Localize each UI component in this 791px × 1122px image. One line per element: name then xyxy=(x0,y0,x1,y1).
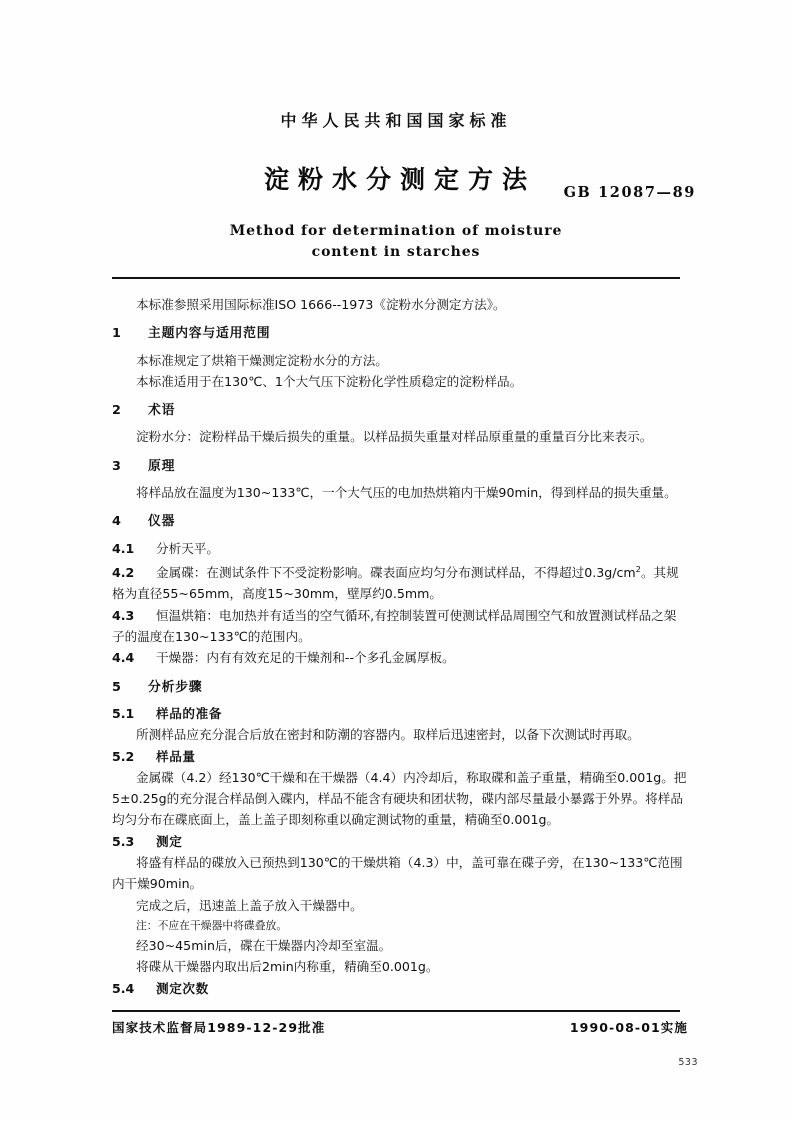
spacer xyxy=(112,503,688,511)
subclause-5-1-heading xyxy=(112,703,688,724)
header-divider xyxy=(112,277,680,279)
subclause-5-2-number: 5.2 xyxy=(112,748,135,764)
subclause-5-2-paragraph-1: 金属碟（4.2）经130℃干燥和在干燥器（4.4）内冷却后，称取碟和盖子重量，精确至0.001g。把5±0.25g的充分混合样品倒入碟内，样品不能含有硬块和团状物，碟内部尽量最小暴露于外界。将样品均匀分布在碟底面上，盖上盖子即刻称重以确定测试物的重量，精确至0.001g。 xyxy=(112,769,687,828)
clause-1-heading xyxy=(112,323,688,344)
spacer xyxy=(112,669,688,677)
subclause-4-2-body-a: 在测试条件下不受淀粉影响。碟表面应均匀分布测试样品，不得超过0.3g/cm xyxy=(206,565,636,581)
clause-2-label: 术语 xyxy=(148,403,176,419)
subclause-4-2-title: 金属碟： xyxy=(156,565,207,581)
clause-1-paragraph-1: 本标准规定了烘箱干燥测定淀粉水分的方法。 xyxy=(136,352,388,368)
standard-code: GB 12087—89 xyxy=(563,184,696,201)
subclause-4-4-title: 干燥器： xyxy=(156,650,207,666)
subclause-5-3-title: 测定 xyxy=(156,833,183,849)
spacer xyxy=(112,448,688,456)
subclause-5-2-title: 样品量 xyxy=(156,748,196,764)
document-body xyxy=(112,294,688,999)
subclause-4-3 xyxy=(112,605,688,648)
subclause-5-3-paragraph-4: 将碟从干燥器内取出后2min内称重，精确至0.001g。 xyxy=(136,959,439,975)
subclause-4-2-superscript: 2 xyxy=(635,563,641,574)
document-title-cn: 淀粉水分测定方法 xyxy=(263,165,536,194)
clause-3-number: 3 xyxy=(112,458,121,474)
subclause-4-3-body: 电加热并有适当的空气循环,有控制装置可使测试样品周围空气和放置测试样品之架子的温度在130~133℃的范围内。 xyxy=(112,607,677,645)
subclause-4-2-body-b: 。其规格为直径55~65mm，高度15~30mm，壁厚约0.5mm。 xyxy=(112,565,679,602)
page-number: 533 xyxy=(678,1057,698,1068)
footer-implementation: 1990-08-01实施 xyxy=(569,1020,688,1035)
subclause-4-1-number: 4.1 xyxy=(112,540,135,556)
clause-4-heading xyxy=(112,511,688,532)
clause-1-number: 1 xyxy=(112,326,121,342)
subclause-4-2 xyxy=(112,559,688,605)
clause-2-paragraph-1: 淀粉水分：淀粉样品干燥后损失的重量。以样品损失重量对样品原重量的重量百分比来表示。 xyxy=(136,429,653,445)
page-footer xyxy=(112,1018,688,1036)
clause-5-label: 分析步骤 xyxy=(148,679,203,695)
subclause-5-3-heading xyxy=(112,831,688,852)
subclause-4-1-text: 分析天平。 xyxy=(156,540,219,556)
subclause-5-3-paragraph-2: 完成之后，迅速盖上盖子放入干燥器中。 xyxy=(136,897,363,913)
subclause-5-1-paragraph-1: 所测样品应充分混合后放在密封和防潮的容器内。取样后迅速密封，以备下次测试时再取。 xyxy=(136,727,640,743)
clause-3-label: 原理 xyxy=(148,458,176,474)
clause-1-label: 主题内容与适用范围 xyxy=(148,326,271,342)
clause-2-number: 2 xyxy=(112,403,121,419)
subclause-5-3-note: 注：不应在干燥器中将碟叠放。 xyxy=(136,918,288,932)
clause-5-heading xyxy=(112,677,688,698)
spacer xyxy=(112,392,688,400)
national-standard-heading: 中华人民共和国国家标准 xyxy=(280,111,512,130)
subclause-4-3-title: 恒温烘箱： xyxy=(156,607,219,623)
clause-5-number: 5 xyxy=(112,679,121,695)
document-title-en xyxy=(112,221,680,263)
footer-divider xyxy=(112,1010,680,1012)
masthead xyxy=(112,108,696,263)
subclause-5-3-paragraph-3: 经30~45min后，碟在干燥器内冷却至室温。 xyxy=(136,937,392,953)
clause-4-number: 4 xyxy=(112,514,121,530)
subclause-4-4 xyxy=(112,647,688,668)
subclause-4-4-number: 4.4 xyxy=(112,650,135,666)
clause-4-label: 仪器 xyxy=(148,514,176,530)
spacer xyxy=(112,315,688,323)
clause-3-paragraph-1: 将样品放在温度为130~133℃，一个大气压的电加热烘箱内干燥90min，得到样品的损失重量。 xyxy=(136,485,677,501)
clause-1-paragraph-2: 本标准适用于在130℃、1个大气压下淀粉化学性质稳定的淀粉样品。 xyxy=(136,373,523,389)
subclause-4-4-body: 内有有效充足的干燥剂和--个多孔金属厚板。 xyxy=(206,650,455,666)
subclause-5-1-title: 样品的准备 xyxy=(156,705,222,721)
subclause-4-3-number: 4.3 xyxy=(112,607,135,623)
clause-2-heading xyxy=(112,400,688,421)
subclause-5-4-number: 5.4 xyxy=(112,980,135,996)
subclause-4-1 xyxy=(112,538,688,559)
document-title-en-line2: content in starches xyxy=(311,244,481,260)
subclause-5-1-number: 5.1 xyxy=(112,705,135,721)
clause-3-heading xyxy=(112,456,688,477)
document-title-en-line1: Method for determination of moisture xyxy=(229,223,563,239)
subclause-4-2-number: 4.2 xyxy=(112,565,135,581)
subclause-5-2-heading xyxy=(112,746,688,767)
subclause-5-4-title: 测定次数 xyxy=(156,980,209,996)
intro-paragraph: 本标准参照采用国际标准ISO 1666--1973《淀粉水分测定方法》。 xyxy=(136,297,506,312)
title-row xyxy=(112,163,696,203)
subclause-5-4-heading xyxy=(112,978,688,999)
subclause-5-3-number: 5.3 xyxy=(112,833,135,849)
subclause-5-3-paragraph-1: 将盛有样品的碟放入已预热到130℃的干燥烘箱（4.3）中，盖可靠在碟子旁，在130~133℃范围内干燥90min。 xyxy=(112,855,683,892)
footer-approval: 国家技术监督局1989-12-29批准 xyxy=(112,1020,326,1035)
